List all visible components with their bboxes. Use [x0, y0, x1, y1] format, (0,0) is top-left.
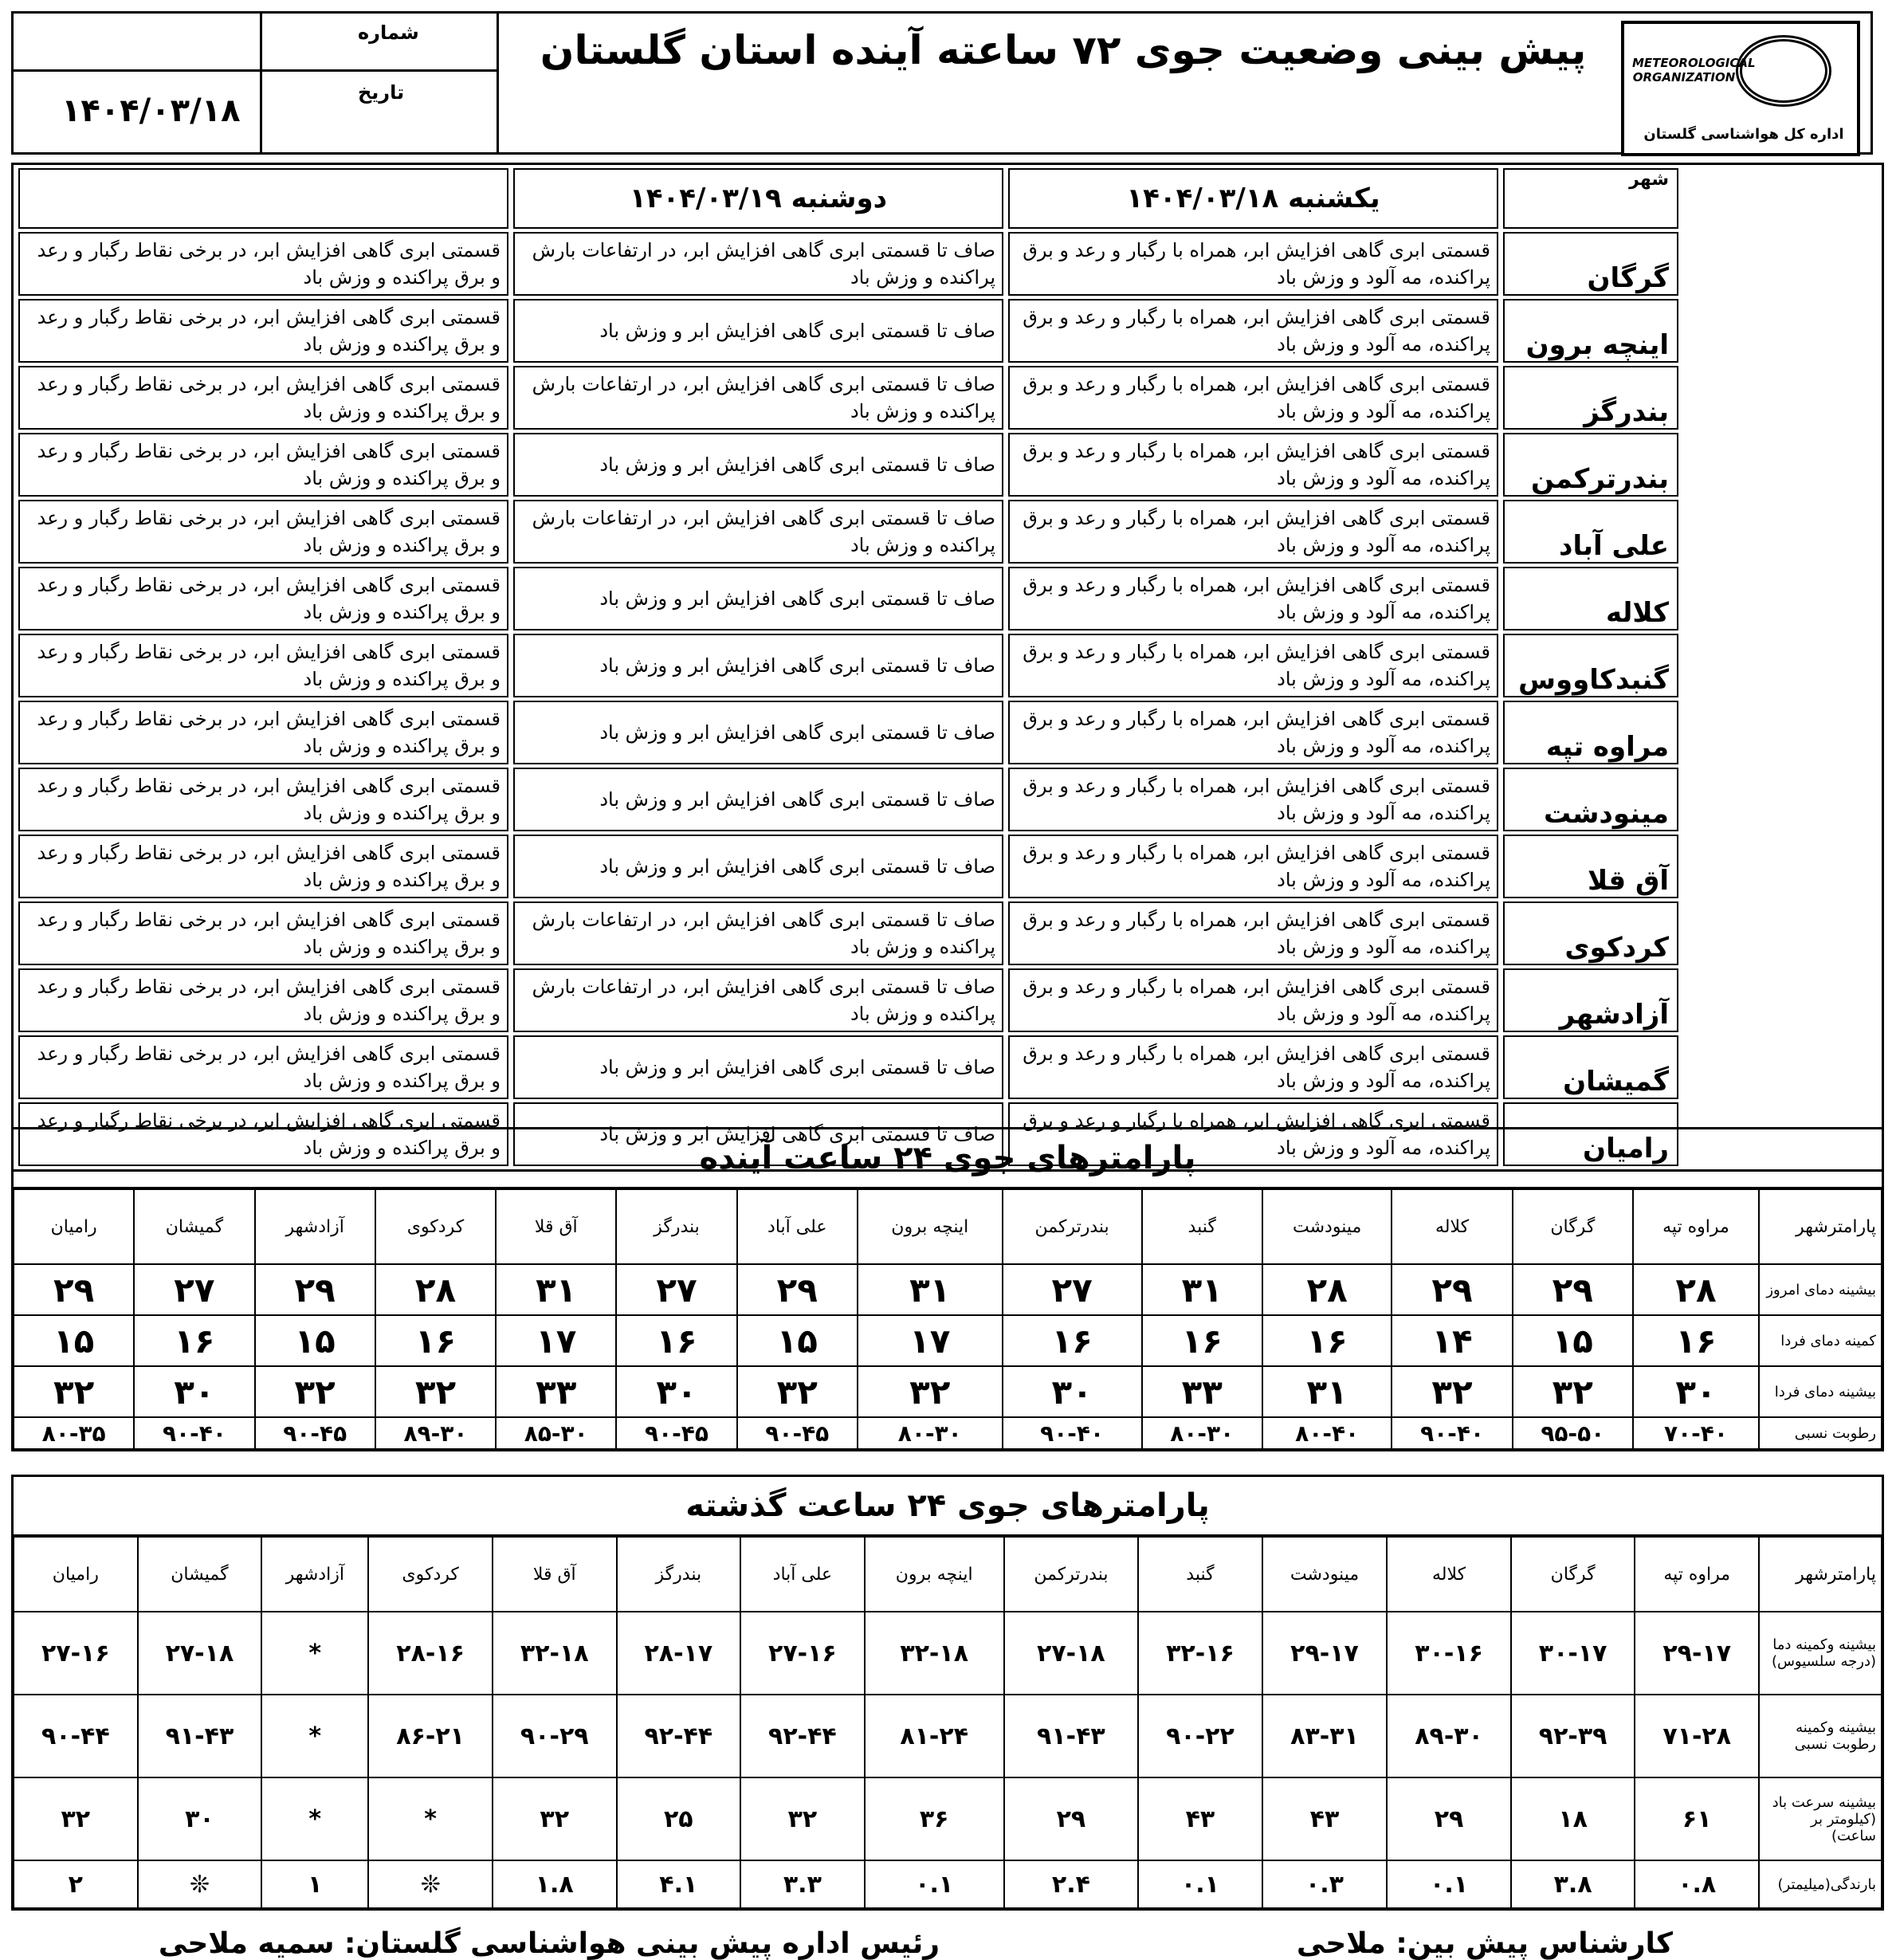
forecast-cell-day2: صاف تا قسمتی ابری گاهی افزایش ابر، در ارتفاعات بارش پراکنده و وزش باد — [513, 901, 1003, 965]
param-value: ۲۸-۱۶ — [368, 1612, 493, 1695]
param-label: بیشینه سرعت باد (کیلومتر بر ساعت) — [1759, 1777, 1882, 1860]
param-value: ۳۲ — [858, 1366, 1003, 1417]
param-value: ۸۵-۳۰ — [496, 1417, 616, 1449]
forecast-cell-day1: قسمتی ابری گاهی افزایش ابر، همراه با رگبار و رعد و برق پراکنده، مه آلود و وزش باد — [1008, 299, 1498, 363]
forecast-cell-day1: قسمتی ابری گاهی افزایش ابر، همراه با رگبار و رعد و برق پراکنده، مه آلود و وزش باد — [1008, 634, 1498, 697]
forecast-cell-day1: قسمتی ابری گاهی افزایش ابر، همراه با رگبار و رعد و برق پراکنده، مه آلود و وزش باد — [1008, 500, 1498, 564]
city-name: آق قلا — [1503, 835, 1678, 898]
forecast-cell-day1: قسمتی ابری گاهی افزایش ابر، همراه با رگبار و رعد و برق پراکنده، مه آلود و وزش باد — [1008, 366, 1498, 430]
param-value: ۳۰-۱۷ — [1511, 1612, 1635, 1695]
param-value: ۰.۱ — [865, 1860, 1004, 1908]
param-city-name: گرگان — [1511, 1537, 1635, 1612]
param-city-name: آق قلا — [496, 1189, 616, 1264]
forecast-cell-day2: صاف تا قسمتی ابری گاهی افزایش ابر، در ارتفاعات بارش پراکنده و وزش باد — [513, 366, 1003, 430]
param-value: ۳۰ — [1633, 1366, 1759, 1417]
param-value: ۱۵ — [1513, 1315, 1633, 1366]
param-corner: پارامترشهر — [1759, 1537, 1882, 1612]
param-value: ۳.۸ — [1511, 1860, 1635, 1908]
param-value: * — [261, 1777, 368, 1860]
param-value: ۹۰-۴۰ — [1392, 1417, 1512, 1449]
city-name: بندرگز — [1503, 366, 1678, 430]
day-header-1: یکشنبه ۱۴۰۴/۰۳/۱۸ — [1008, 168, 1498, 229]
forecast-cell-day3: قسمتی ابری گاهی افزایش ابر، در برخی نقاط رگبار و رعد و برق پراکنده و وزش باد — [18, 835, 508, 898]
param-row — [14, 1417, 1882, 1449]
param-row — [14, 1366, 1882, 1417]
param-city-name: رامیان — [14, 1189, 134, 1264]
forecast-cell-day2: صاف تا قسمتی ابری گاهی افزایش ابر و وزش باد — [513, 1102, 1003, 1166]
param-value: ۲۷-۱۶ — [740, 1612, 865, 1695]
param-city-name: کلاله — [1387, 1537, 1511, 1612]
city-name: مینودشت — [1503, 768, 1678, 831]
forecast-cell-day3: قسمتی ابری گاهی افزایش ابر، در برخی نقاط رگبار و رعد و برق پراکنده و وزش باد — [18, 768, 508, 831]
param-value: ۳۲ — [14, 1366, 134, 1417]
param-value: ۳۱ — [1262, 1366, 1392, 1417]
param-city-name: مینودشت — [1262, 1189, 1392, 1264]
forecast-cell-day3: قسمتی ابری گاهی افزایش ابر، در برخی نقاط رگبار و رعد و برق پراکنده و وزش باد — [18, 433, 508, 497]
param-value: ۹۱-۴۳ — [1004, 1695, 1138, 1777]
param-city-name: اینچه برون — [865, 1537, 1004, 1612]
forecast-cell-day2: صاف تا قسمتی ابری گاهی افزایش ابر، در ارتفاعات بارش پراکنده و وزش باد — [513, 968, 1003, 1032]
param-city-name: مراوه تپه — [1633, 1189, 1759, 1264]
past24-table — [14, 1537, 1882, 1908]
param-label: بارندگی(میلیمتر) — [1759, 1860, 1882, 1908]
param-city-name: آق قلا — [493, 1537, 617, 1612]
param-city-name: گنبد — [1138, 1537, 1262, 1612]
date-label-box — [260, 69, 499, 155]
param-value: ۱ — [261, 1860, 368, 1908]
city-name: اینچه برون — [1503, 299, 1678, 363]
param-value: * — [261, 1695, 368, 1777]
param-city-name: اینچه برون — [858, 1189, 1003, 1264]
forecast-cell-day1: قسمتی ابری گاهی افزایش ابر، همراه با رگبار و رعد و برق پراکنده، مه آلود و وزش باد — [1008, 567, 1498, 630]
param-value: ۸۱-۲۴ — [865, 1695, 1004, 1777]
forecast-cell-day3: قسمتی ابری گاهی افزایش ابر، در برخی نقاط رگبار و رعد و برق پراکنده و وزش باد — [18, 1102, 508, 1166]
param-value: ۲۷ — [1003, 1264, 1142, 1315]
past24-title: پارامترهای جوی ۲۴ ساعت گذشته — [14, 1477, 1882, 1537]
param-value: ۸۹-۳۰ — [1387, 1695, 1511, 1777]
param-value: ۲۹-۱۷ — [1635, 1612, 1759, 1695]
param-value: ۳۲-۱۸ — [493, 1612, 617, 1695]
param-value: ۳۲ — [737, 1366, 858, 1417]
param-row — [14, 1315, 1882, 1366]
param-value: ۳.۳ — [740, 1860, 865, 1908]
forecast-cell-day3: قسمتی ابری گاهی افزایش ابر، در برخی نقاط رگبار و رعد و برق پراکنده و وزش باد — [18, 968, 508, 1032]
forecast-cell-day3: قسمتی ابری گاهی افزایش ابر، در برخی نقاط رگبار و رعد و برق پراکنده و وزش باد — [18, 901, 508, 965]
forecast-row — [18, 634, 1678, 697]
forecast-cell-day2: صاف تا قسمتی ابری گاهی افزایش ابر و وزش باد — [513, 835, 1003, 898]
param-city-name: گنبد — [1142, 1189, 1262, 1264]
forecast-cell-day3: قسمتی ابری گاهی افزایش ابر، در برخی نقاط رگبار و رعد و برق پراکنده و وزش باد — [18, 701, 508, 764]
forecast-row — [18, 968, 1678, 1032]
param-label: بیشینه وکمینه رطوبت نسبی — [1759, 1695, 1882, 1777]
forecast-cell-day1: قسمتی ابری گاهی افزایش ابر، همراه با رگبار و رعد و برق پراکنده، مه آلود و وزش باد — [1008, 1102, 1498, 1166]
param-value: ۷۰-۴۰ — [1633, 1417, 1759, 1449]
param-value: ۳۳ — [496, 1366, 616, 1417]
next24-section — [11, 1127, 1884, 1451]
city-name: گرگان — [1503, 232, 1678, 296]
param-value: ۹۱-۴۳ — [138, 1695, 262, 1777]
forecast-cell-day1: قسمتی ابری گاهی افزایش ابر، همراه با رگبار و رعد و برق پراکنده، مه آلود و وزش باد — [1008, 1035, 1498, 1099]
number-label: شماره — [358, 22, 419, 44]
param-value: ۲۸ — [375, 1264, 496, 1315]
param-value: ۳۶ — [865, 1777, 1004, 1860]
param-value: ۹۰-۴۴ — [14, 1695, 138, 1777]
param-value: ۸۹-۳۰ — [375, 1417, 496, 1449]
param-value: ۸۰-۴۰ — [1262, 1417, 1392, 1449]
param-value: ۲۸ — [1262, 1264, 1392, 1315]
number-label-box — [260, 11, 499, 72]
forecast-cell-day2: صاف تا قسمتی ابری گاهی افزایش ابر و وزش باد — [513, 634, 1003, 697]
param-value: ۳۰ — [134, 1366, 254, 1417]
param-value: ۱۶ — [1633, 1315, 1759, 1366]
forecast-sheet — [11, 11, 1884, 1916]
forecast-row — [18, 835, 1678, 898]
forecast-cell-day1: قسمتی ابری گاهی افزایش ابر، همراه با رگبار و رعد و برق پراکنده، مه آلود و وزش باد — [1008, 901, 1498, 965]
param-value: ۳۲-۱۶ — [1138, 1612, 1262, 1695]
param-value: ۰.۸ — [1635, 1860, 1759, 1908]
param-value: ۳۲ — [740, 1777, 865, 1860]
forecast-cell-day2: صاف تا قسمتی ابری گاهی افزایش ابر و وزش باد — [513, 299, 1003, 363]
param-city-name: گرگان — [1513, 1189, 1633, 1264]
past24-section — [11, 1475, 1884, 1911]
param-value: ۳۲ — [493, 1777, 617, 1860]
param-value: ۱۶ — [134, 1315, 254, 1366]
city-name: بندرترکمن — [1503, 433, 1678, 497]
forecast-cell-day2: صاف تا قسمتی ابری گاهی افزایش ابر و وزش باد — [513, 433, 1003, 497]
param-value: ۲۷-۱۸ — [1004, 1612, 1138, 1695]
city-header: شهر — [1503, 168, 1678, 229]
param-value: ۳۲ — [1392, 1366, 1512, 1417]
next24-table — [14, 1189, 1882, 1449]
date-label: تاریخ — [358, 81, 405, 104]
forecast-cell-day1: قسمتی ابری گاهی افزایش ابر، همراه با رگبار و رعد و برق پراکنده، مه آلود و وزش باد — [1008, 835, 1498, 898]
param-city-name: آزادشهر — [261, 1537, 368, 1612]
param-value: ۹۰-۴۰ — [1003, 1417, 1142, 1449]
param-value: ۴.۱ — [617, 1860, 741, 1908]
param-value: ۳۱ — [858, 1264, 1003, 1315]
param-value: ۹۲-۴۴ — [740, 1695, 865, 1777]
city-name: آزادشهر — [1503, 968, 1678, 1032]
page-title: پیش بینی وضعیت جوی ۷۲ ساعته آینده استان گلستان — [540, 27, 1587, 73]
param-value: ۲۸-۱۷ — [617, 1612, 741, 1695]
param-value: ۴۳ — [1262, 1777, 1388, 1860]
param-value: ۲۵ — [617, 1777, 741, 1860]
forecast-cell-day1: قسمتی ابری گاهی افزایش ابر، همراه با رگبار و رعد و برق پراکنده، مه آلود و وزش باد — [1008, 433, 1498, 497]
param-value: ۹۲-۴۴ — [617, 1695, 741, 1777]
param-value: ۱۶ — [1142, 1315, 1262, 1366]
param-value: ۳۰ — [616, 1366, 736, 1417]
head-signature: رئیس اداره پیش بینی هواشناسی گلستان: سمیه ملاحی — [158, 1927, 940, 1960]
param-city-name: مینودشت — [1262, 1537, 1388, 1612]
param-label: بیشینه وکمینه دما (درجه سلسیوس) — [1759, 1612, 1882, 1695]
param-value: ۲۹ — [1392, 1264, 1512, 1315]
param-value: ۱۴ — [1392, 1315, 1512, 1366]
param-label: رطوبت نسبی — [1759, 1417, 1882, 1449]
forecast-cell-day2: صاف تا قسمتی ابری گاهی افزایش ابر و وزش باد — [513, 768, 1003, 831]
param-row — [14, 1264, 1882, 1315]
param-value: ۲۹ — [1387, 1777, 1511, 1860]
forecast-cell-day3: قسمتی ابری گاهی افزایش ابر، در برخی نقاط رگبار و رعد و برق پراکنده و وزش باد — [18, 634, 508, 697]
param-city-name: کردکوی — [375, 1189, 496, 1264]
city-name: علی آباد — [1503, 500, 1678, 564]
param-value: ۱۵ — [737, 1315, 858, 1366]
param-value: ۲.۴ — [1004, 1860, 1138, 1908]
param-value: ۳۱ — [496, 1264, 616, 1315]
param-value: ۲۹ — [1513, 1264, 1633, 1315]
param-value: ۳۳ — [1142, 1366, 1262, 1417]
header — [11, 11, 1884, 155]
forecast-row — [18, 366, 1678, 430]
forecast-row — [18, 299, 1678, 363]
param-value: ۲۹ — [14, 1264, 134, 1315]
forecast-cell-day3: قسمتی ابری گاهی افزایش ابر، در برخی نقاط رگبار و رعد و برق پراکنده و وزش باد — [18, 299, 508, 363]
param-row — [14, 1777, 1882, 1860]
city-name: کردکوی — [1503, 901, 1678, 965]
param-value: ۹۲-۳۹ — [1511, 1695, 1635, 1777]
param-value: ۳۰ — [1003, 1366, 1142, 1417]
param-value: ۳۲ — [375, 1366, 496, 1417]
forecast-cell-day3: قسمتی ابری گاهی افزایش ابر، در برخی نقاط رگبار و رعد و برق پراکنده و وزش باد — [18, 567, 508, 630]
forecast-cell-day3: قسمتی ابری گاهی افزایش ابر، در برخی نقاط رگبار و رعد و برق پراکنده و وزش باد — [18, 500, 508, 564]
param-value: ۱۶ — [375, 1315, 496, 1366]
number-value-box — [11, 11, 262, 72]
param-value: ۹۰-۲۹ — [493, 1695, 617, 1777]
day-header-2: دوشنبه ۱۴۰۴/۰۳/۱۹ — [513, 168, 1003, 229]
param-value: ۲۷ — [134, 1264, 254, 1315]
forecast-table — [14, 165, 1683, 1169]
param-city-name: مراوه تپه — [1635, 1537, 1759, 1612]
forecast-cell-day3: قسمتی ابری گاهی افزایش ابر، در برخی نقاط رگبار و رعد و برق پراکنده و وزش باد — [18, 366, 508, 430]
param-value: ۲۸ — [1633, 1264, 1759, 1315]
param-value: ۹۵-۵۰ — [1513, 1417, 1633, 1449]
param-city-name: بندرترکمن — [1004, 1537, 1138, 1612]
param-value: ۳۰ — [138, 1777, 262, 1860]
param-value: ۷۱-۲۸ — [1635, 1695, 1759, 1777]
param-value: ۱۸ — [1511, 1777, 1635, 1860]
date-value-box — [11, 69, 262, 155]
param-value: ۱۵ — [14, 1315, 134, 1366]
param-city-name: بندرگز — [616, 1189, 736, 1264]
forecast-cell-day2: صاف تا قسمتی ابری گاهی افزایش ابر و وزش باد — [513, 701, 1003, 764]
param-label: بیشینه دمای فردا — [1759, 1366, 1882, 1417]
param-value: * — [368, 1777, 493, 1860]
forecaster-signature: کارشناس پیش بین: ملاحی — [1296, 1927, 1673, 1960]
logo-text-fa: اداره کل هواشناسی گلستان — [1643, 126, 1844, 143]
param-value: ۳۲ — [1513, 1366, 1633, 1417]
param-value: ۹۰-۲۲ — [1138, 1695, 1262, 1777]
city-name: کلاله — [1503, 567, 1678, 630]
forecast-cell-day2: صاف تا قسمتی ابری گاهی افزایش ابر و وزش باد — [513, 1035, 1003, 1099]
city-name: رامیان — [1503, 1102, 1678, 1166]
forecast-table-frame — [11, 163, 1884, 1172]
param-value: ۱۶ — [1262, 1315, 1392, 1366]
param-row — [14, 1612, 1882, 1695]
param-city-name: گمیشان — [138, 1537, 262, 1612]
param-city-name: کلاله — [1392, 1189, 1512, 1264]
forecast-row — [18, 1035, 1678, 1099]
param-value: ۴۳ — [1138, 1777, 1262, 1860]
param-label: بیشینه دمای امروز — [1759, 1264, 1882, 1315]
param-header-row — [14, 1189, 1882, 1264]
forecast-cell-day1: قسمتی ابری گاهی افزایش ابر، همراه با رگبار و رعد و برق پراکنده، مه آلود و وزش باد — [1008, 701, 1498, 764]
param-city-name: بندرگز — [617, 1537, 741, 1612]
param-value: ۹۰-۴۵ — [616, 1417, 736, 1449]
forecast-cell-day1: قسمتی ابری گاهی افزایش ابر، همراه با رگبار و رعد و برق پراکنده، مه آلود و وزش باد — [1008, 232, 1498, 296]
param-value: ۲۹ — [737, 1264, 858, 1315]
param-value: ۲۹ — [255, 1264, 375, 1315]
param-value: ۳۲ — [14, 1777, 138, 1860]
param-value: ۱۷ — [496, 1315, 616, 1366]
param-value: ۳۲-۱۸ — [865, 1612, 1004, 1695]
forecast-row — [18, 500, 1678, 564]
param-value: ۰.۱ — [1138, 1860, 1262, 1908]
param-value: ۲۷ — [616, 1264, 736, 1315]
next24-title: پارامترهای جوی ۲۴ ساعت آینده — [14, 1129, 1882, 1189]
param-value: ۹۰-۴۵ — [737, 1417, 858, 1449]
organization-logo — [1621, 21, 1860, 156]
city-name: گمیشان — [1503, 1035, 1678, 1099]
param-city-name: گمیشان — [134, 1189, 254, 1264]
param-value: ۲۷-۱۸ — [138, 1612, 262, 1695]
param-value: ۰.۱ — [1387, 1860, 1511, 1908]
param-value: ۱.۸ — [493, 1860, 617, 1908]
param-city-name: کردکوی — [368, 1537, 493, 1612]
day-header-3 — [18, 168, 508, 229]
param-city-name: آزادشهر — [255, 1189, 375, 1264]
forecast-cell-day1: قسمتی ابری گاهی افزایش ابر، همراه با رگبار و رعد و برق پراکنده، مه آلود و وزش باد — [1008, 968, 1498, 1032]
param-value: ۲ — [14, 1860, 138, 1908]
param-value: ۰.۳ — [1262, 1860, 1388, 1908]
forecast-row — [18, 232, 1678, 296]
param-value: ۲۷-۱۶ — [14, 1612, 138, 1695]
param-value: * — [261, 1612, 368, 1695]
param-value: ۶۱ — [1635, 1777, 1759, 1860]
forecast-row — [18, 433, 1678, 497]
param-value: ۱۶ — [616, 1315, 736, 1366]
forecast-cell-day2: صاف تا قسمتی ابری گاهی افزایش ابر، در ارتفاعات بارش پراکنده و وزش باد — [513, 232, 1003, 296]
forecast-row — [18, 701, 1678, 764]
forecast-cell-day2: صاف تا قسمتی ابری گاهی افزایش ابر، در ارتفاعات بارش پراکنده و وزش باد — [513, 500, 1003, 564]
param-value: ۸۰-۳۵ — [14, 1417, 134, 1449]
logo-emblem-icon — [1736, 35, 1831, 107]
param-value: ۸۰-۳۰ — [858, 1417, 1003, 1449]
param-value: ۳۲ — [255, 1366, 375, 1417]
param-city-name: علی آباد — [740, 1537, 865, 1612]
date-value: ۱۴۰۴/۰۳/۱۸ — [61, 92, 241, 129]
forecast-row — [18, 901, 1678, 965]
city-name: گنبدکاووس — [1503, 634, 1678, 697]
param-value: ۸۶-۲۱ — [368, 1695, 493, 1777]
city-name: مراوه تپه — [1503, 701, 1678, 764]
forecast-cell-day3: قسمتی ابری گاهی افزایش ابر، در برخی نقاط رگبار و رعد و برق پراکنده و وزش باد — [18, 1035, 508, 1099]
param-value: ۳۱ — [1142, 1264, 1262, 1315]
param-value: ❊ — [138, 1860, 262, 1908]
param-value: ۱۷ — [858, 1315, 1003, 1366]
param-value: ۸۰-۳۰ — [1142, 1417, 1262, 1449]
param-label: کمینه دمای فردا — [1759, 1315, 1882, 1366]
param-value: ۹۰-۴۰ — [134, 1417, 254, 1449]
param-city-name: رامیان — [14, 1537, 138, 1612]
param-value: ۲۹ — [1004, 1777, 1138, 1860]
forecast-row — [18, 768, 1678, 831]
param-value: ۸۳-۳۱ — [1262, 1695, 1388, 1777]
param-corner: پارامترشهر — [1759, 1189, 1882, 1264]
logo-text-en: METEOROLOGICAL ORGANIZATION — [1632, 56, 1756, 84]
param-city-name: بندرترکمن — [1003, 1189, 1142, 1264]
param-value: ❊ — [368, 1860, 493, 1908]
param-value: ۳۰-۱۶ — [1387, 1612, 1511, 1695]
forecast-cell-day3: قسمتی ابری گاهی افزایش ابر، در برخی نقاط رگبار و رعد و برق پراکنده و وزش باد — [18, 232, 508, 296]
forecast-cell-day1: قسمتی ابری گاهی افزایش ابر، همراه با رگبار و رعد و برق پراکنده، مه آلود و وزش باد — [1008, 768, 1498, 831]
param-row — [14, 1695, 1882, 1777]
param-value: ۹۰-۴۵ — [255, 1417, 375, 1449]
param-value: ۱۵ — [255, 1315, 375, 1366]
param-row — [14, 1860, 1882, 1908]
param-header-row — [14, 1537, 1882, 1612]
param-city-name: علی آباد — [737, 1189, 858, 1264]
param-value: ۲۹-۱۷ — [1262, 1612, 1388, 1695]
forecast-cell-day2: صاف تا قسمتی ابری گاهی افزایش ابر و وزش باد — [513, 567, 1003, 630]
param-value: ۱۶ — [1003, 1315, 1142, 1366]
forecast-row — [18, 567, 1678, 630]
